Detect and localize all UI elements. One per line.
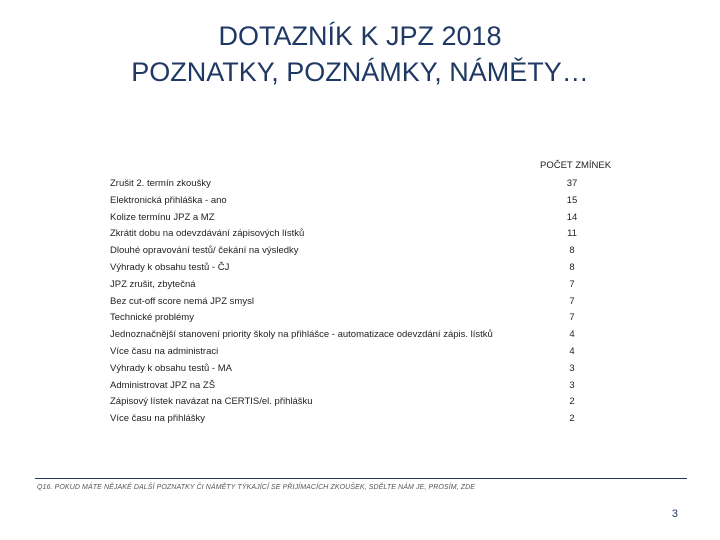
- row-label: Více času na administraci: [110, 345, 219, 357]
- table-row: [110, 276, 590, 293]
- row-count: 7: [569, 278, 575, 290]
- table-row: [110, 393, 590, 410]
- table-row: [110, 377, 590, 394]
- count-column-header: POČET ZMÍNEK: [540, 160, 612, 171]
- row-label: Elektronická přihláška - ano: [110, 194, 227, 206]
- row-label: Dlouhé opravování testů/ čekání na výsledky: [110, 245, 299, 257]
- table-row: [110, 242, 590, 259]
- table-row: [110, 209, 590, 226]
- slide-title: [0, 18, 720, 90]
- row-label: Zrušit 2. termín zkoušky: [110, 178, 211, 189]
- question-footnote: Q16. POKUD MÁTE NĚJAKÉ DALŠÍ POZNATKY ČI NÁMĚTY TÝKAJÍCÍ SE PŘIJÍMACÍCH ZKOUŠEK, SDĚLTE NÁM JE, PROSÍM, ZDE: [37, 484, 476, 491]
- row-label: Zkrátit dobu na odevzdávání zápisových lístků: [110, 228, 305, 240]
- table-row: [110, 225, 590, 242]
- table-row: [110, 326, 590, 343]
- page-number: 3: [671, 508, 678, 520]
- table-row: [110, 309, 590, 326]
- slide-title-line-1: DOTAZNÍK K JPZ 2018: [218, 21, 502, 51]
- row-count: 3: [569, 379, 575, 391]
- table-row: [110, 293, 590, 310]
- row-count: 11: [567, 228, 577, 240]
- row-label: Výhrady k obsahu testů - ČJ: [110, 261, 230, 273]
- row-count: 7: [569, 295, 575, 307]
- slide-title-line-2: POZNATKY, POZNÁMKY, NÁMĚTY…: [131, 57, 589, 87]
- row-label: Bez cut-off score nemá JPZ smysl: [110, 295, 254, 307]
- row-label: Zápisový lístek navázat na CERTIS/el. přihlášku: [110, 396, 313, 408]
- row-label: Výhrady k obsahu testů - MA: [110, 362, 232, 374]
- row-count: 7: [569, 312, 575, 324]
- row-count: 2: [569, 413, 575, 425]
- table-row: [110, 259, 590, 276]
- row-count: 14: [566, 211, 578, 223]
- row-count: 37: [566, 178, 578, 189]
- table-row: [110, 360, 590, 377]
- table-row: [110, 343, 590, 360]
- row-count: 8: [569, 261, 575, 273]
- row-label: Administrovat JPZ na ZŠ: [110, 379, 216, 391]
- row-count: 4: [569, 345, 575, 357]
- row-label: Více času na přihlášky: [110, 413, 206, 425]
- row-count: 2: [569, 396, 575, 408]
- row-label: Jednoznačnější stanovení priority školy na přihlášce - automatizace odevzdání zápis. lístků: [110, 329, 493, 341]
- footer-divider: [35, 478, 687, 479]
- table-row: [110, 410, 590, 427]
- row-label: Kolize termínu JPZ a MZ: [110, 211, 215, 223]
- table-row: [110, 192, 590, 209]
- row-count: 3: [569, 362, 575, 374]
- row-label: Technické problémy: [110, 312, 194, 324]
- table-row: [110, 175, 590, 192]
- row-count: 4: [569, 329, 575, 341]
- row-count: 15: [566, 194, 578, 206]
- row-count: 8: [569, 245, 575, 257]
- row-label: JPZ zrušit, zbytečná: [110, 278, 196, 290]
- mentions-table: [110, 175, 590, 427]
